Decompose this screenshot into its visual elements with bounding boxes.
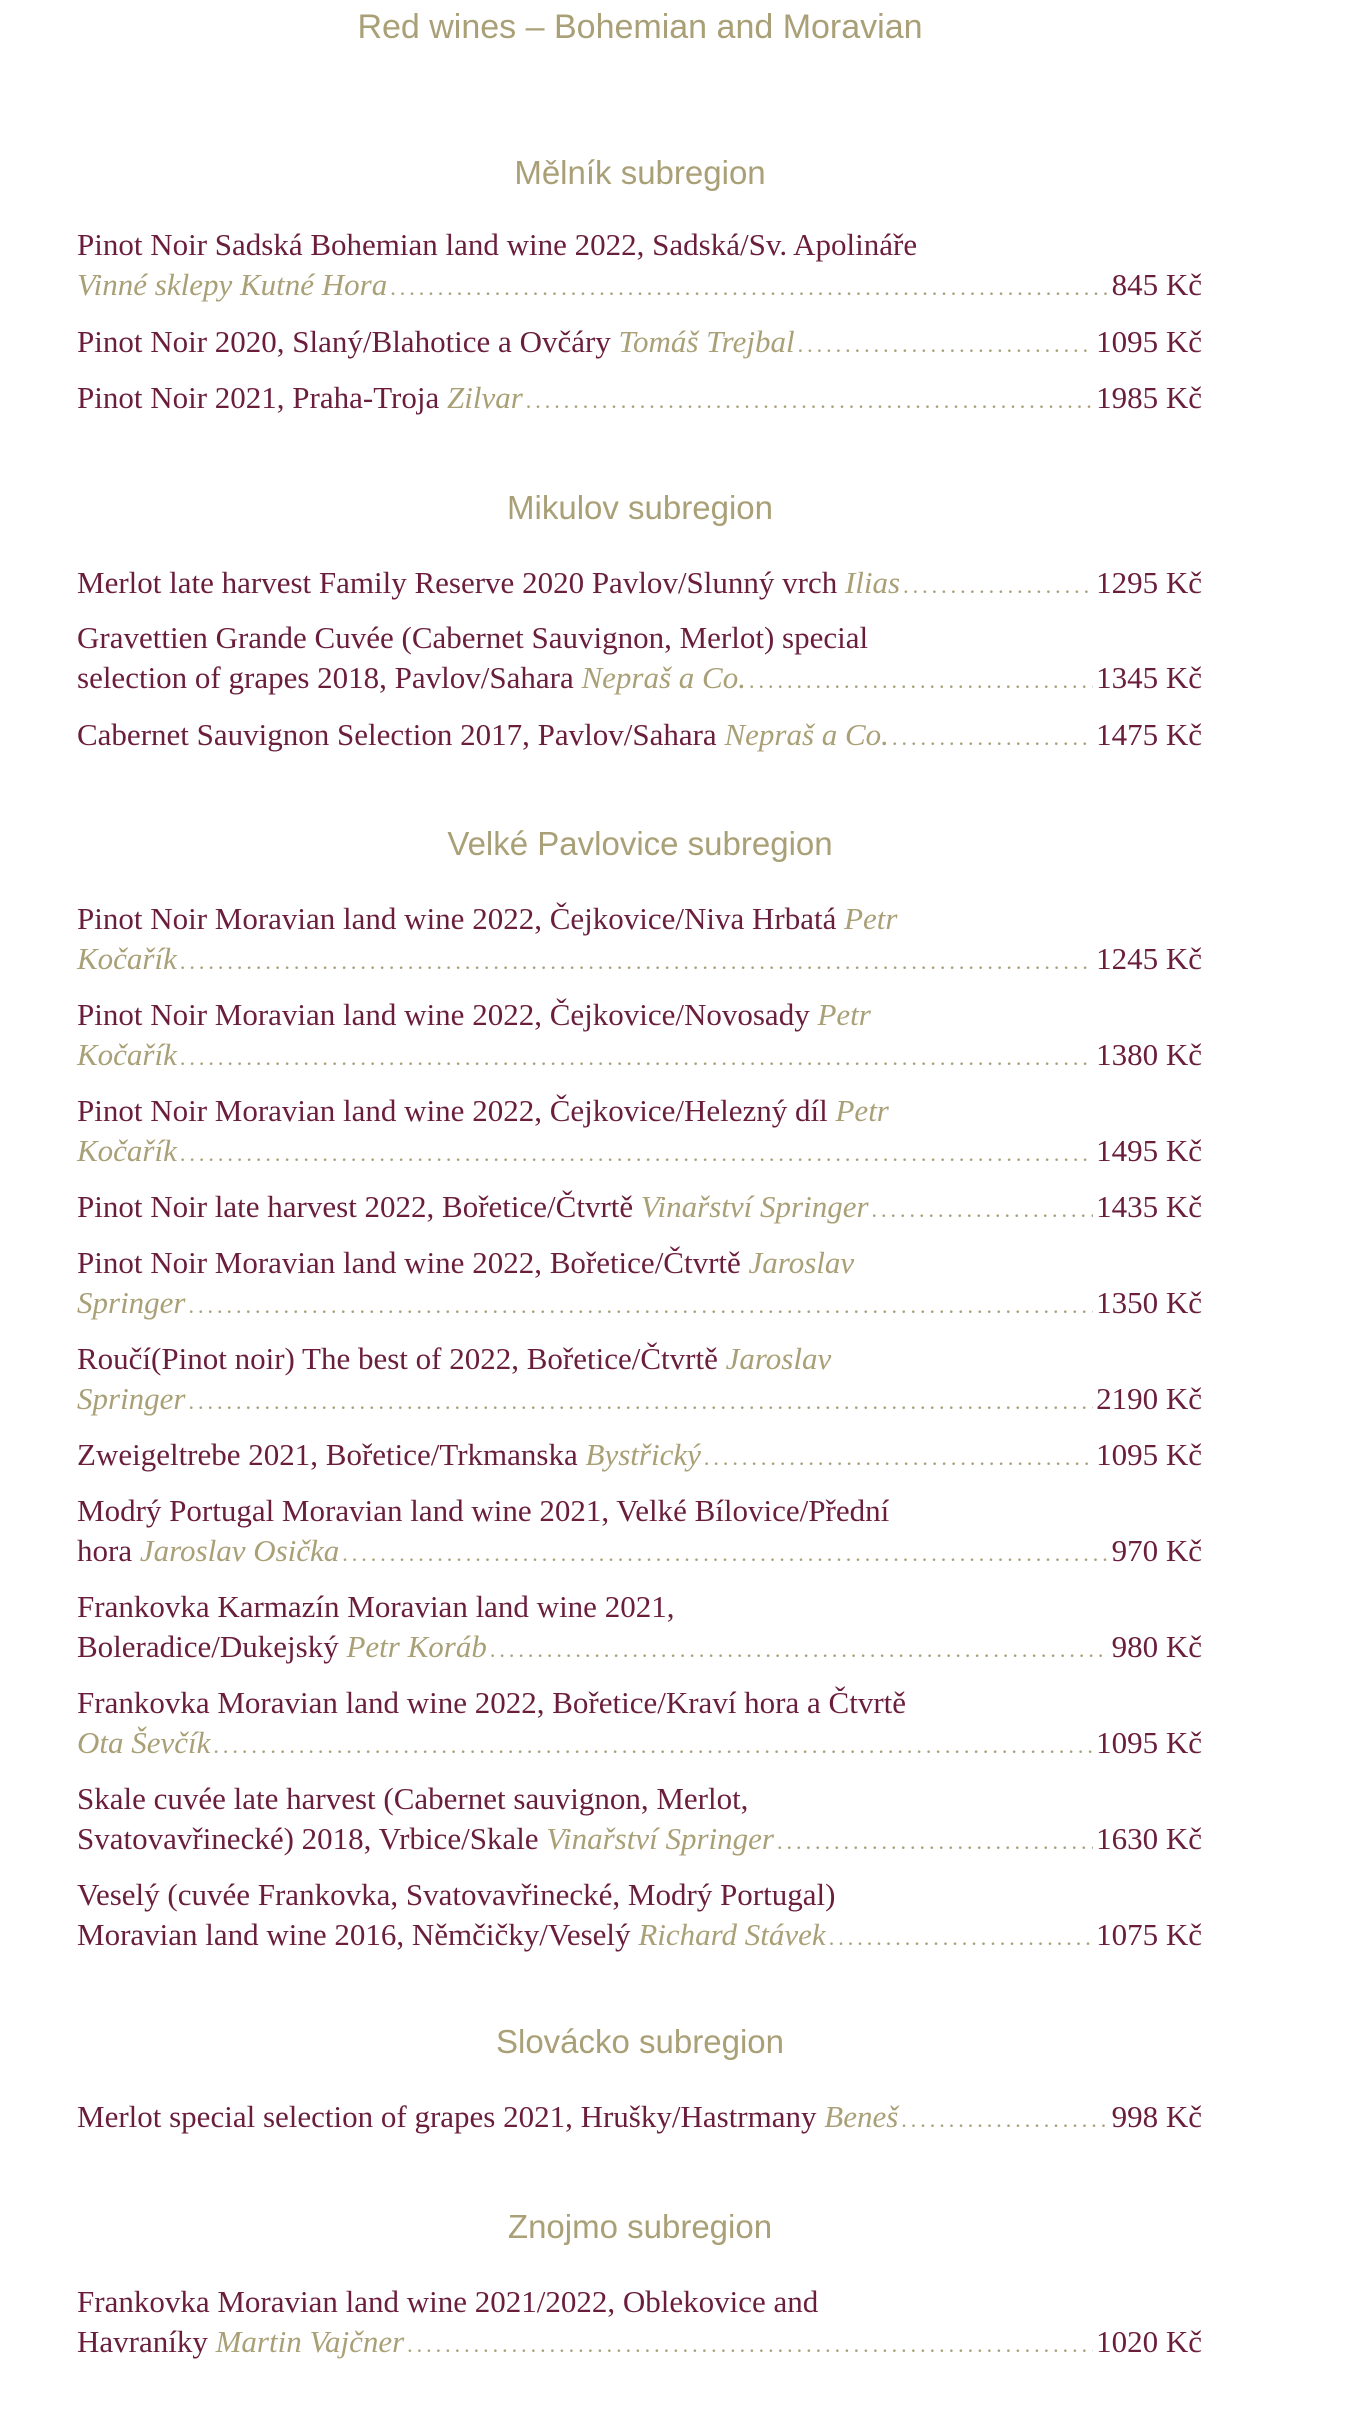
section-title-znojmo: Znojmo subregion (507, 2208, 773, 2245)
wine-entry (77, 1339, 1202, 1422)
wine-name-line: Pinot Noir 2021, Praha-Troja (77, 380, 440, 415)
wine-entry (77, 2097, 1202, 2140)
wine-price: 1245 Kč (1096, 941, 1202, 976)
producer-name: Springer (77, 1285, 186, 1320)
producer-name: Petr (844, 901, 898, 936)
wine-name-line: Roučí(Pinot noir) The best of 2022, Bořetice/Čtvrtě (77, 1341, 718, 1376)
dot-leader (180, 1134, 1093, 1174)
wine-entry (77, 563, 1202, 606)
wine-price: 1630 Kč (1096, 1821, 1202, 1856)
wine-entry (77, 1683, 1202, 1766)
wine-entry (77, 899, 1202, 982)
dot-leader (903, 566, 1093, 606)
dot-leader (777, 1822, 1093, 1862)
producer-name: Beneš (824, 2099, 899, 2134)
wine-name-line: Cabernet Sauvignon Selection 2017, Pavlov/Sahara (77, 717, 717, 752)
wine-name-line: Moravian land wine 2016, Němčičky/Veselý (77, 1917, 631, 1952)
producer-name: Jaroslav (748, 1245, 855, 1280)
section-title-slovacko: Slovácko subregion (495, 2023, 784, 2060)
wine-price: 1095 Kč (1096, 1437, 1202, 1472)
wine-price: 998 Kč (1111, 2099, 1202, 2134)
wine-price: 1075 Kč (1096, 1917, 1202, 1952)
wine-entry (77, 1435, 1202, 1478)
wine-name-line: Pinot Noir Moravian land wine 2022, Bořetice/Čtvrtě (77, 1245, 741, 1280)
producer-name: Vinné sklepy Kutné Hora (77, 267, 388, 302)
dot-leader (526, 381, 1093, 421)
producer-name: Petr (817, 997, 871, 1032)
wine-name-line: Skale cuvée late harvest (Cabernet sauvignon, Merlot, (77, 1781, 749, 1816)
wine-name-line: Veselý (cuvée Frankovka, Svatovavřinecké, Modrý Portugal) (77, 1877, 836, 1912)
dot-leader (189, 1286, 1094, 1326)
dot-leader (704, 1438, 1093, 1478)
producer-name: Zilvar (447, 380, 523, 415)
dot-leader (872, 1190, 1094, 1230)
wine-entry (77, 995, 1202, 1078)
wine-name-line: Merlot special selection of grapes 2021, Hrušky/Hastrmany (77, 2099, 817, 2134)
producer-name: Springer (77, 1381, 186, 1416)
wine-name-line: Zweigeltrebe 2021, Bořetice/Trkmanska (77, 1437, 578, 1472)
dot-leader (490, 1630, 1109, 1670)
producer-name: Petr (835, 1093, 889, 1128)
wine-entry (77, 715, 1202, 758)
dot-leader (213, 1726, 1093, 1766)
wine-price: 1295 Kč (1096, 565, 1202, 600)
wine-price: 970 Kč (1111, 1533, 1202, 1568)
dot-leader (901, 2100, 1108, 2140)
section-title-melnik: Mělník subregion (514, 154, 766, 191)
wine-price: 2190 Kč (1096, 1381, 1202, 1416)
producer-name: Bystřický (585, 1437, 701, 1472)
producer-name: Martin Vajčner (215, 2324, 405, 2359)
wine-entry (77, 1091, 1202, 1174)
dot-leader (829, 1918, 1093, 1958)
producer-name: Vinařství Springer (546, 1821, 774, 1856)
section-title-mikulov: Mikulov subregion (507, 489, 773, 526)
dot-leader (390, 268, 1108, 308)
producer-name: Ota Ševčík (77, 1725, 211, 1760)
dot-leader (749, 661, 1093, 701)
producer-name: Richard Stávek (638, 1917, 826, 1952)
wine-price: 1350 Kč (1096, 1285, 1202, 1320)
wine-price: 1495 Kč (1096, 1133, 1202, 1168)
wine-entry (77, 2282, 1202, 2365)
dot-leader (798, 325, 1094, 365)
dot-leader (342, 1534, 1108, 1574)
wine-name-line: Svatovavřinecké) 2018, Vrbice/Skale (77, 1821, 539, 1856)
wine-price: 980 Kč (1111, 1629, 1202, 1664)
wine-name-line: hora (77, 1533, 133, 1568)
wine-name-line: Havraníky (77, 2324, 208, 2359)
producer-name: Kočařík (77, 1133, 177, 1168)
producer-name: Kočařík (77, 941, 177, 976)
wine-name-line: Merlot late harvest Family Reserve 2020 Pavlov/Slunný vrch (77, 565, 838, 600)
section-title-velke-pavlovice: Velké Pavlovice subregion (447, 825, 833, 862)
dot-leader (892, 718, 1093, 758)
wine-price: 1095 Kč (1096, 324, 1202, 359)
dot-leader (180, 942, 1093, 982)
wine-price: 845 Kč (1111, 267, 1202, 302)
dot-leader (180, 1038, 1093, 1078)
producer-name: Tomáš Trejbal (618, 324, 795, 359)
wine-entry (77, 1587, 1202, 1670)
wine-price: 1095 Kč (1096, 1725, 1202, 1760)
wine-price: 1435 Kč (1096, 1189, 1202, 1224)
producer-name: Jaroslav Osička (139, 1533, 340, 1568)
wine-name-line: Gravettien Grande Cuvée (Cabernet Sauvignon, Merlot) special (77, 620, 869, 655)
dot-leader (189, 1382, 1094, 1422)
producer-name: Vinařství Springer (640, 1189, 869, 1224)
producer-name: Kočařík (77, 1037, 177, 1072)
wine-entry (77, 1243, 1202, 1326)
wine-name-line: Pinot Noir Moravian land wine 2022, Čejkovice/Novosady (77, 997, 810, 1032)
producer-name: Nepraš a Co. (581, 660, 746, 695)
wine-name-line: Pinot Noir Moravian land wine 2022, Čejkovice/Niva Hrbatá (77, 901, 837, 936)
wine-name-line: Modrý Portugal Moravian land wine 2021, Velké Bílovice/Přední (77, 1493, 890, 1528)
wine-price: 1380 Kč (1096, 1037, 1202, 1072)
wine-entry (77, 1875, 1202, 1958)
dot-leader (407, 2325, 1093, 2365)
wine-entry (77, 1187, 1202, 1230)
wine-price: 1985 Kč (1096, 380, 1202, 415)
wine-name-line: Boleradice/Dukejský (77, 1629, 339, 1664)
wine-name-line: Pinot Noir Sadská Bohemian land wine 2022, Sadská/Sv. Apolináře (77, 227, 918, 262)
wine-name-line: Pinot Noir late harvest 2022, Bořetice/Čtvrtě (77, 1189, 634, 1224)
wine-price: 1345 Kč (1096, 660, 1202, 695)
producer-name: Petr Koráb (346, 1629, 487, 1664)
wine-entry (77, 1491, 1202, 1574)
wine-name-line: Frankovka Moravian land wine 2022, Bořetice/Kraví hora a Čtvrtě (77, 1685, 907, 1720)
producer-name: Ilias (844, 565, 901, 600)
producer-name: Jaroslav (725, 1341, 832, 1376)
wine-name-line: Frankovka Moravian land wine 2021/2022, Oblekovice and (77, 2284, 819, 2319)
wine-entry (77, 225, 1202, 308)
wine-entry (77, 1779, 1202, 1862)
wine-name-line: Pinot Noir 2020, Slaný/Blahotice a Ovčáry (77, 324, 611, 359)
wine-name-line: selection of grapes 2018, Pavlov/Sahara (77, 660, 574, 695)
wine-entry (77, 322, 1202, 365)
wine-entry (77, 378, 1202, 421)
page-title: Red wines – Bohemian and Moravian (357, 8, 923, 46)
wine-price: 1020 Kč (1096, 2324, 1202, 2359)
wine-price: 1475 Kč (1096, 717, 1202, 752)
wine-name-line: Pinot Noir Moravian land wine 2022, Čejkovice/Helezný díl (77, 1093, 828, 1128)
wine-entry (77, 618, 1202, 701)
wine-name-line: Frankovka Karmazín Moravian land wine 2021, (77, 1589, 675, 1624)
producer-name: Nepraš a Co. (724, 717, 889, 752)
